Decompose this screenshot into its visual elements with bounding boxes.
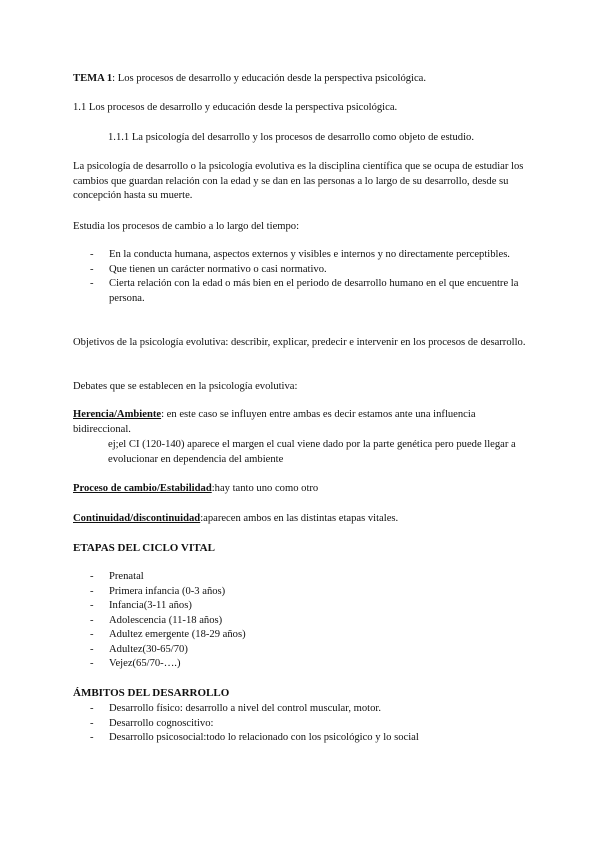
list-item: - Vejez(65/70-….) <box>73 657 528 672</box>
list-item: - Prenatal <box>73 570 528 585</box>
proceso-label: Proceso de cambio/Estabilidad <box>73 483 212 494</box>
studies-intro: Estudia los procesos de cambio a lo largo del tiempo: <box>73 221 300 232</box>
section-1-1-1-heading: 1.1.1 La psicología del desarrollo y los procesos de desarrollo como objeto de estudio. <box>108 132 474 143</box>
continuidad-text: :aparecen ambos en las distintas etapas vitales. <box>200 513 399 524</box>
section-1-1-heading: 1.1 Los procesos de desarrollo y educación desde la perspectiva psicológica. <box>73 102 398 113</box>
debate-continuidad <box>73 512 528 527</box>
list-item: - Infancia(3-11 años) <box>73 599 528 614</box>
tema-label: TEMA 1 <box>73 73 113 84</box>
definition-paragraph: La psicología de desarrollo o la psicología evolutiva es la disciplina científica que se ocupa de estudiar los cambios que guardan relación con la edad y se dan en las personas a lo largo de su desarrollo, desde su concepción hasta su muerte. <box>73 161 524 201</box>
tema-text: : Los procesos de desarrollo y educación desde la perspectiva psicológica. <box>112 73 427 84</box>
list-item: - Desarrollo psicosocial:todo lo relacionado con los psicológico y lo social <box>73 731 528 746</box>
list-item: - Primera infancia (0-3 años) <box>73 585 528 600</box>
objectives-paragraph: Objetivos de la psicología evolutiva: describir, explicar, predecir e intervenir en los procesos de desarrollo. <box>73 337 526 348</box>
list-item: - Adolescencia (11-18 años) <box>73 614 528 629</box>
debate-proceso <box>73 482 528 497</box>
list-item: - Cierta relación con la edad o más bien en el periodo de desarrollo humano en el que encuentre la persona. <box>73 277 528 306</box>
list-item: - Adultez(30-65/70) <box>73 643 528 658</box>
herencia-label: Herencia/Ambiente <box>73 409 162 420</box>
list-item: - En la conducta humana, aspectos externos y visibles e internos y no directamente perceptibles. <box>73 248 528 263</box>
ambitos-heading: ÁMBITOS DEL DESARROLLO <box>73 687 230 699</box>
etapas-heading: ETAPAS DEL CICLO VITAL <box>73 542 215 554</box>
debate-herencia <box>73 408 528 437</box>
proceso-text: :hay tanto uno como otro <box>211 483 319 494</box>
list-item: - Que tienen un carácter normativo o casi normativo. <box>73 263 528 278</box>
tema-title <box>73 72 528 87</box>
ambitos-list <box>73 702 528 746</box>
etapas-list <box>73 570 528 672</box>
herencia-example: ej;el CI (120-140) aparece el margen el cual viene dado por la parte genética pero puede llegar a evolucionar en dependencia del ambiente <box>108 439 516 465</box>
debates-intro: Debates que se establecen en la psicología evolutiva: <box>73 381 298 392</box>
list-item: - Desarrollo cognoscitivo: <box>73 717 528 732</box>
list-item: - Adultez emergente (18-29 años) <box>73 628 528 643</box>
list-item: - Desarrollo físico: desarrollo a nivel del control muscular, motor. <box>73 702 528 717</box>
studies-list <box>73 248 528 306</box>
continuidad-label: Continuidad/discontinuidad <box>73 513 201 524</box>
herencia-text: : en este caso se influyen entre ambas es decir estamos ante una influencia bidireccional. <box>73 409 476 435</box>
